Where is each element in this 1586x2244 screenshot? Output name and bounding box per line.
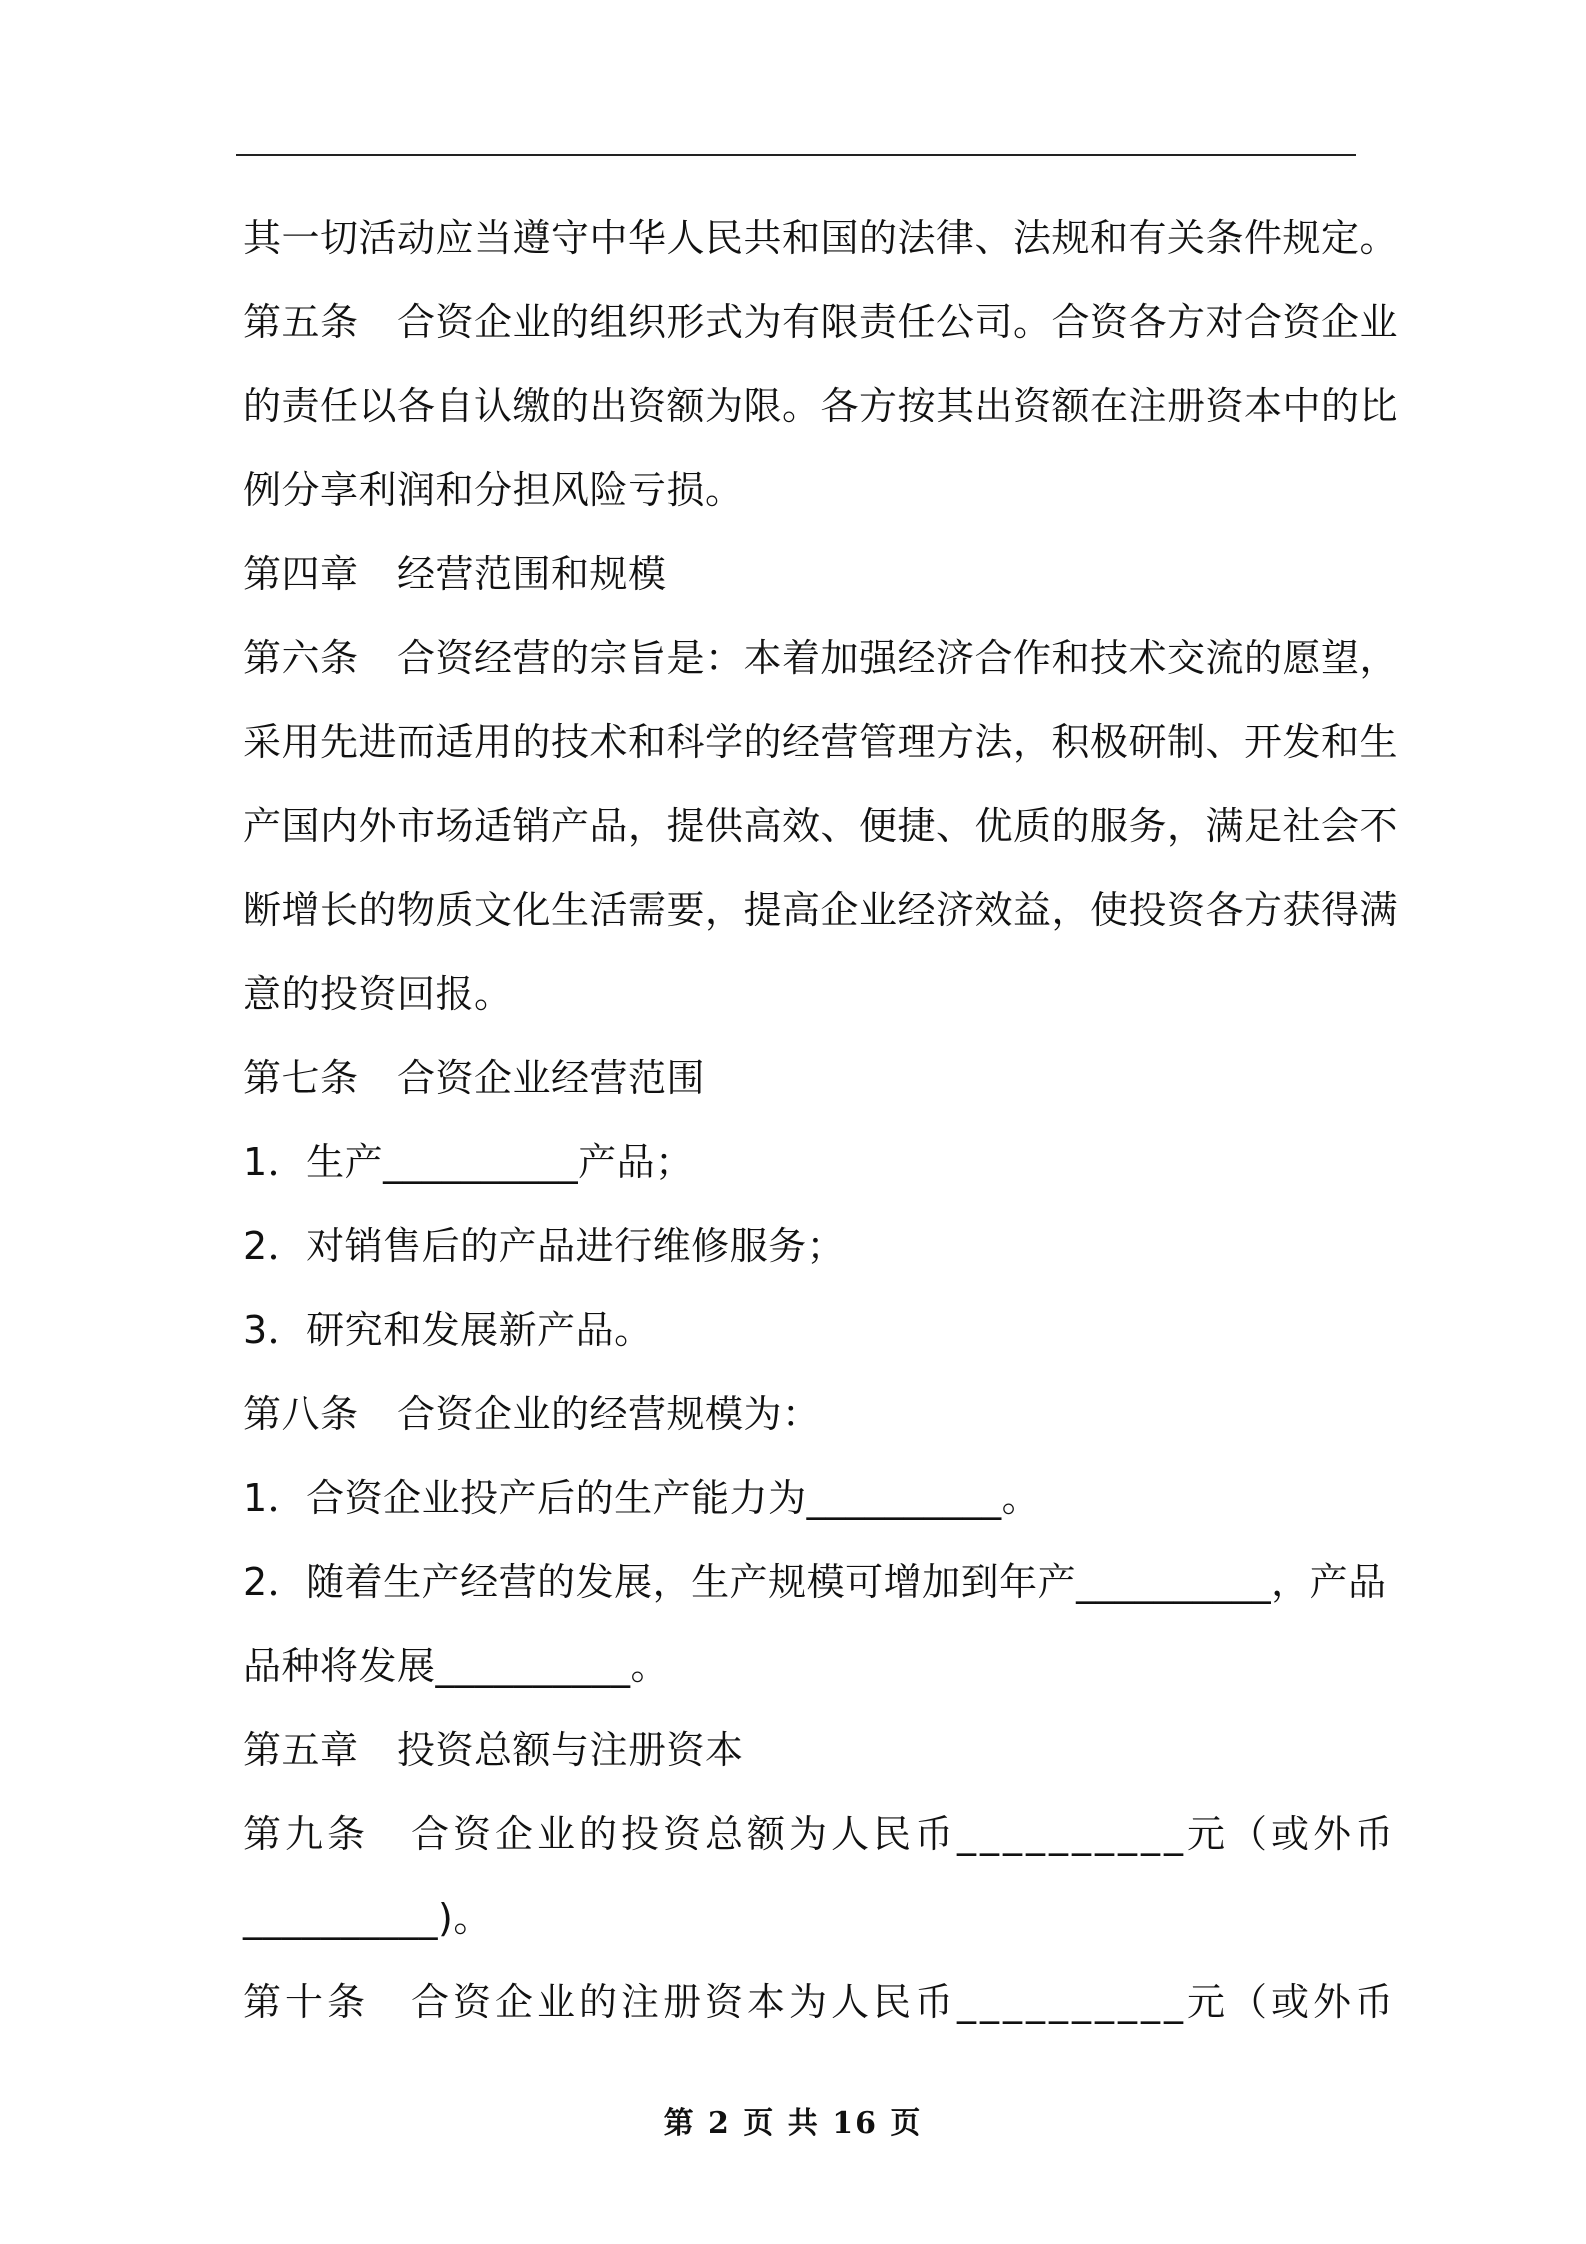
document-body [243,196,1399,2044]
list-item: 2．随着生产经营的发展，生产规模可增加到年产__________，产品 [243,1560,1387,1604]
paragraph-line: 其一切活动应当遵守中华人民共和国的法律、法规和有关条件规定。 [243,216,1399,260]
chapter-5-heading: 第五章 投资总额与注册资本 [243,1728,744,1772]
paragraph-line: 例分享利润和分担风险亏损。 [243,468,744,512]
article-7-line: 第七条 合资企业经营范围 [243,1056,706,1100]
chapter-4-heading: 第四章 经营范围和规模 [243,552,667,596]
article-10-line: 第十条 合资企业的注册资本为人民币__________元（或外币 [243,1980,1398,2024]
paragraph-line: 意的投资回报。 [243,972,513,1016]
paragraph-line: __________)。 [243,1896,492,1940]
paragraph-line: 断增长的物质文化生活需要，提高企业经济效益，使投资各方获得满 [243,888,1399,932]
list-item: 3．研究和发展新产品。 [243,1308,653,1352]
page-number-footer: 第 2 页 共 16 页 [663,2106,923,2141]
list-item: 2．对销售后的产品进行维修服务； [243,1224,846,1268]
list-item: 1．合资企业投产后的生产能力为__________。 [243,1476,1041,1520]
article-8-line: 第八条 合资企业的经营规模为： [243,1392,821,1436]
paragraph-line: 采用先进而适用的技术和科学的经营管理方法，积极研制、开发和生 [243,720,1399,764]
paragraph-line: 产国内外市场适销产品，提供高效、便捷、优质的服务，满足社会不 [243,804,1399,848]
paragraph-line: 品种将发展__________。 [243,1644,670,1688]
article-9-line: 第九条 合资企业的投资总额为人民币__________元（或外币 [243,1812,1398,1856]
paragraph-line: 的责任以各自认缴的出资额为限。各方按其出资额在注册资本中的比 [243,384,1399,428]
list-item: 1．生产__________产品； [243,1140,694,1184]
article-5-line: 第五条 合资企业的组织形式为有限责任公司。合资各方对合资企业 [243,300,1399,344]
header-divider [236,154,1356,156]
article-6-line: 第六条 合资经营的宗旨是：本着加强经济合作和技术交流的愿望， [243,636,1399,680]
